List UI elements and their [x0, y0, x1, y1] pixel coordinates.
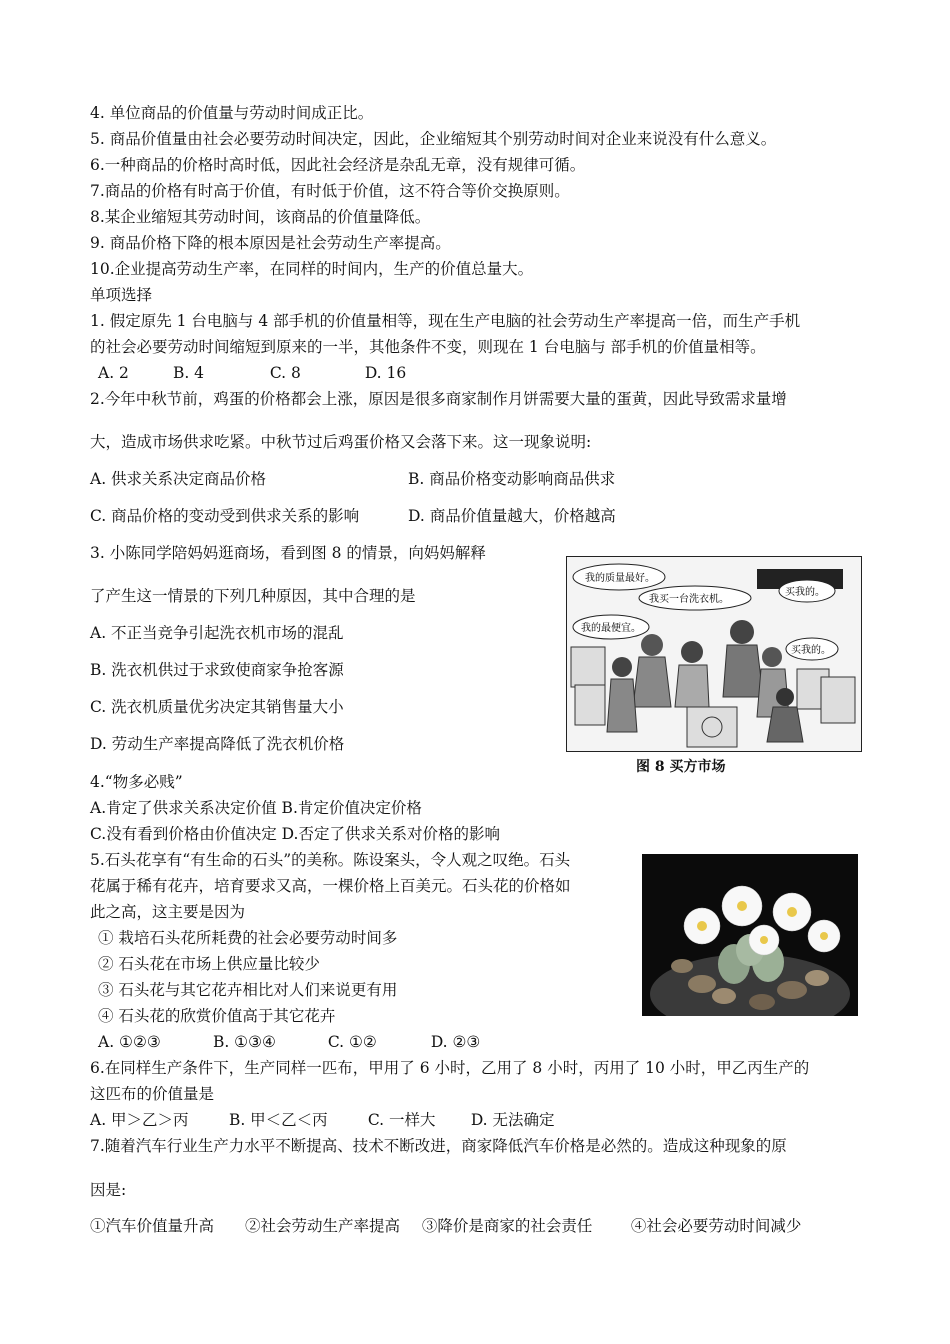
- q1-options: [98, 363, 406, 383]
- q3-option-c: C. 洗衣机质量优劣决定其销售量大小: [90, 698, 344, 716]
- cartoon-drawing: [567, 557, 861, 751]
- q1-stem-line1: 1. 假定原先 1 台电脑与 4 部手机的价值量相等，现在生产电脑的社会劳动生产率提高一倍，而生产手机: [90, 312, 801, 330]
- q5-option-a: A. ①②③: [98, 1033, 161, 1051]
- statement-5: 5. 商品价值量由社会必要劳动时间决定，因此，企业缩短其个别劳动时间对企业来说没有什么意义。: [90, 130, 777, 148]
- q3-stem-line1: 3. 小陈同学陪妈妈逛商场，看到图 8 的情景，向妈妈解释: [90, 544, 486, 562]
- q2-option-a: A. 供求关系决定商品价格: [90, 470, 267, 488]
- statement-8: 8.某企业缩短其劳动时间，该商品的价值量降低。: [90, 208, 431, 226]
- bubble-2: 我买一台洗衣机。: [649, 594, 729, 605]
- stone-flower-drawing: [642, 854, 858, 1016]
- q7-item-3: ③降价是商家的社会责任: [421, 1217, 593, 1235]
- figure-caption: 图 8 买方市场: [636, 759, 726, 775]
- q3-option-d: D. 劳动生产率提高降低了洗衣机价格: [90, 735, 345, 753]
- statement-9: 9. 商品价格下降的根本原因是社会劳动生产率提高。: [90, 234, 451, 252]
- q7-item-2: ②社会劳动生产率提高: [244, 1217, 400, 1235]
- statement-10: 10.企业提高劳动生产率，在同样的时间内，生产的价值总量大。: [90, 260, 534, 278]
- q7-item-1: ①汽车价值量升高: [90, 1217, 215, 1235]
- q7-items: [90, 1216, 801, 1236]
- q3-option-a: A. 不正当竞争引起洗衣机市场的混乱: [90, 624, 344, 642]
- q2-option-b: B. 商品价格变动影响商品供求: [408, 470, 616, 488]
- q5-options: [98, 1032, 480, 1052]
- q6-stem-line2: 这匹布的价值量是: [90, 1085, 215, 1103]
- q5-item-2: ② 石头花在市场上供应量比较少: [98, 955, 320, 973]
- q5-item-3: ③ 石头花与其它花卉相比对人们来说更有用: [98, 981, 398, 999]
- q3-stem-line2: 了产生这一情景的下列几种原因，其中合理的是: [90, 587, 416, 605]
- bubble-3: 我的最便宜。: [581, 623, 641, 634]
- q4-options-cd: C.没有看到价格由价值决定 D.否定了供求关系对价格的影响: [90, 825, 500, 843]
- q1-option-d: D. 16: [364, 364, 407, 382]
- bubble-4: 买我的。: [785, 587, 825, 598]
- q7-stem-line2: 因是:: [90, 1181, 127, 1199]
- statement-4: 4. 单位商品的价值量与劳动时间成正比。: [90, 104, 374, 122]
- q2-option-d: D. 商品价值量越大，价格越高: [408, 507, 616, 525]
- q6-option-c: C. 一样大: [367, 1111, 436, 1129]
- statement-6: 6.一种商品的价格时高时低，因此社会经济是杂乱无章，没有规律可循。: [90, 156, 586, 174]
- stone-flower-photo: [642, 854, 858, 1016]
- q5-stem-line1: 5.石头花享有“有生命的石头”的美称。陈设案头，令人观之叹绝。石头: [90, 851, 571, 869]
- q5-item-1: ① 栽培石头花所耗费的社会必要劳动时间多: [98, 929, 398, 947]
- q6-option-b: B. 甲＜乙＜丙: [228, 1111, 328, 1129]
- q2-option-c: C. 商品价格的变动受到供求关系的影响: [90, 507, 360, 525]
- q4-stem: 4.“物多必贱”: [90, 773, 183, 791]
- q5-option-c: C. ①②: [327, 1033, 377, 1051]
- section-title: 单项选择: [90, 286, 153, 304]
- q6-options: [90, 1110, 555, 1130]
- q1-option-b: B. 4: [172, 364, 205, 382]
- q1-option-a: A. 2: [98, 364, 129, 382]
- bubble-1: 我的质量最好。: [585, 573, 655, 584]
- statement-7: 7.商品的价格有时高于价值，有时低于价值，这不符合等价交换原则。: [90, 182, 570, 200]
- buyers-market-cartoon: [566, 556, 862, 752]
- q5-item-4: ④ 石头花的欣赏价值高于其它花卉: [98, 1007, 336, 1025]
- q4-options-ab: A.肯定了供求关系决定价值 B.肯定价值决定价格: [90, 799, 422, 817]
- q6-option-a: A. 甲＞乙＞丙: [90, 1111, 189, 1129]
- q1-option-c: C. 8: [269, 364, 301, 382]
- q6-stem-line1: 6.在同样生产条件下，生产同样一匹布，甲用了 6 小时，乙用了 8 小时，丙用了 10 小时，甲乙丙生产的: [90, 1059, 810, 1077]
- q2-stem-line2: 大，造成市场供求吃紧。中秋节过后鸡蛋价格又会落下来。这一现象说明:: [90, 433, 592, 451]
- q1-stem-line2: 的社会必要劳动时间缩短到原来的一半，其他条件不变，则现在 1 台电脑与 部手机的价值量相等。: [90, 338, 766, 356]
- q6-option-d: D. 无法确定: [470, 1111, 555, 1129]
- q5-stem-line3: 此之高，这主要是因为: [90, 903, 246, 921]
- q7-stem-line1: 7.随着汽车行业生产力水平不断提高、技术不断改进，商家降低汽车价格是必然的。造成这种现象的原: [90, 1137, 787, 1155]
- q5-option-d: D. ②③: [430, 1033, 481, 1051]
- q3-option-b: B. 洗衣机供过于求致使商家争抢客源: [90, 661, 344, 679]
- q5-stem-line2: 花属于稀有花卉，培育要求又高，一棵价格上百美元。石头花的价格如: [90, 877, 571, 895]
- bubble-5: 买我的。: [791, 645, 831, 656]
- q2-stem-line1: 2.今年中秋节前，鸡蛋的价格都会上涨，原因是很多商家制作月饼需要大量的蛋黄，因此导致需求量增: [90, 390, 787, 408]
- q7-item-4: ④社会必要劳动时间减少: [630, 1217, 802, 1235]
- q5-option-b: B. ①③④: [212, 1033, 276, 1051]
